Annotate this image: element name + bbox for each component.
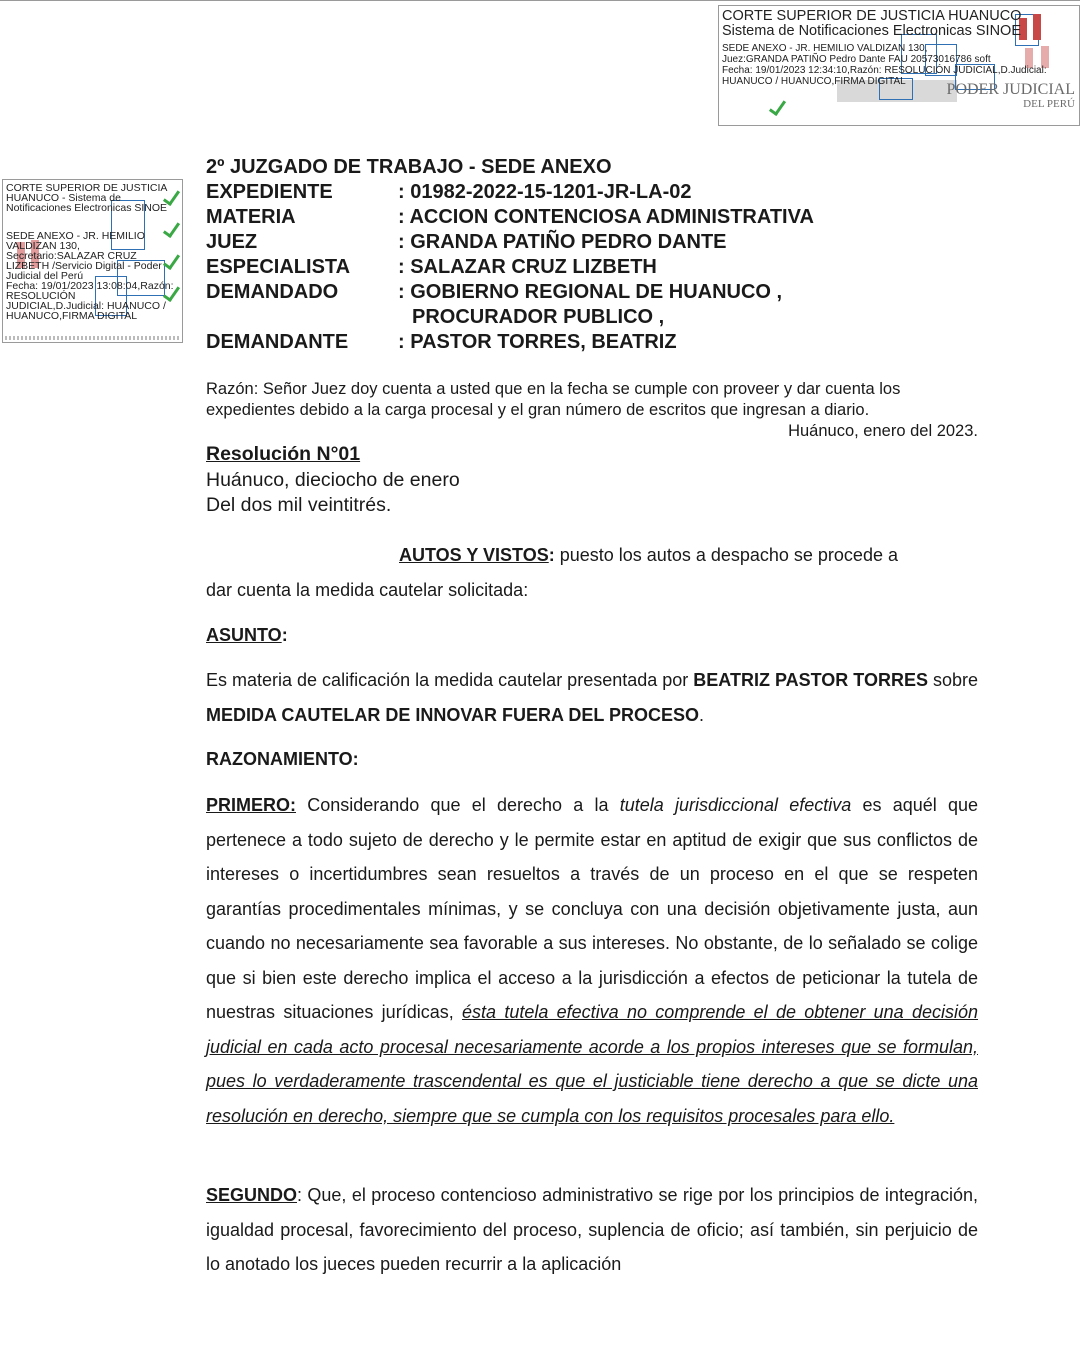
signature-check-icon [163,219,180,238]
header-value: : 01982-2022-15-1201-JR-LA-02 [398,181,692,203]
stamp-line: SEDE ANEXO - JR. HEMILIO [6,230,145,242]
logo-subtext: DEL PERÚ [1023,97,1075,110]
autos-colon: : [548,545,555,565]
logo-text: PODER JUDICIAL [946,81,1075,98]
stamp-line: Sistema de Notificaciones Electronicas SINOE [722,23,1021,39]
header-value: : GRANDA PATIÑO PEDRO DANTE [398,231,727,253]
stamp-line: Judicial del Perú [6,270,84,282]
primero-text: Considerando que el derecho a la [296,795,620,815]
header-label: DEMANDANTE [206,331,349,353]
razonamiento-heading [206,742,978,777]
primero-text: es aquél que pertenece a todo sujeto de derecho y le permite estar en aptitud de exigir que sus conflictos de intereses o incertidumbres sean resueltos a través de un proceso en el que se respeten garantías procedimentales mínimas, y se concluya con una decisión objetivamente justa, aun cuando no necesariamente sea favorable a sus intereses. No obstante, de lo señalado se colige que si bien este derecho implica el acceso a la jurisdicción a efectos de peticionar la tutela de nuestras situaciones jurídicas, [206,795,978,1022]
autos-text: puesto los autos a despacho se procede a [554,545,898,565]
header-value: : ACCION CONTENCIOSA ADMINISTRATIVA [398,206,814,228]
segundo-paragraph [206,1178,978,1282]
header-label: ESPECIALISTA [206,256,351,278]
stamp-line: HUANUCO,FIRMA DIGITAL [6,310,138,322]
header-value: : PASTOR TORRES, BEATRIZ [398,331,677,353]
segundo-text: : Que, el proceso contencioso administrativo se rige por los principios de integración, igualdad procesal, favorecimiento del proceso, suplencia de oficio; así también, sin perjuicio de lo anotado los jueces pueden recurrir a la aplicación [206,1185,978,1274]
clerk-note-date: Huánuco, enero del 2023. [788,422,978,440]
asunto-label: ASUNTO [206,625,282,645]
stamp-line: Juez:GRANDA PATIÑO Pedro Dante FAU 20573016786 soft [722,54,991,65]
digital-signature-stamp-judge [718,5,1080,126]
resolution-heading [206,442,460,519]
stamp-line: HUANUCO / HUANUCO,FIRMA DIGITAL [722,76,906,87]
segundo-label: SEGUNDO [206,1185,298,1205]
stamp-line: HUANUCO - Sistema de [6,192,121,204]
poder-judicial-logo [947,82,1075,110]
stamp-line: Fecha: 19/01/2023 13:08:04,Razón: [6,280,174,292]
asunto-colon: : [281,625,288,645]
clerk-note-text: Razón: Señor Juez doy cuenta a usted que en la fecha se cumple con proveer y dar cuenta los expedientes debido a la carga procesal y el gran número de escritos que ingresan a diario. [206,380,901,419]
clerk-note [206,379,978,442]
primero-label: PRIMERO: [206,795,296,815]
stamp-line: SEDE ANEXO - JR. HEMILIO VALDIZAN 130, [722,43,928,54]
stamp-line: LIZBETH /Servicio Digital - Poder [6,260,162,272]
header-label: JUEZ [206,231,258,253]
digital-signature-stamp-secretary [2,179,183,343]
asunto-text: Es materia de calificación la medida cautelar presentada por [206,670,694,690]
asunto-measure: MEDIDA CAUTELAR DE INNOVAR FUERA DEL PROCESO [206,704,700,725]
asunto-text: . [699,704,705,725]
header-label: DEMANDADO [206,281,339,303]
primero-paragraph [206,788,978,1133]
header-value: PROCURADOR PUBLICO , [412,306,665,328]
stamp-dotted-border [5,336,180,340]
stamp-line: JUDICIAL,D.Judicial: HUANUCO / [6,300,166,312]
signature-check-icon [769,97,786,116]
autos-text-cont: dar cuenta la medida cautelar solicitada: [206,579,529,600]
stamp-line: VALDIZAN 130, [6,240,80,252]
asunto-party: BEATRIZ PASTOR TORRES [693,670,928,690]
case-header [206,155,986,360]
stamp-line: CORTE SUPERIOR DE JUSTICIA [6,182,168,194]
razonamiento-label: RAZONAMIENTO: [206,749,359,769]
asunto-text: sobre [927,670,979,690]
stamp-line: Fecha: 19/01/2023 12:34:10,Razón: RESOLUCIÓN JUDICIAL,D.Judicial: [722,65,1047,76]
stamp-line: RESOLUCIÓN [6,290,76,302]
signature-check-icon [163,251,180,270]
page-top-border [0,0,1080,1]
autos-label: AUTOS Y VISTOS [399,545,549,565]
asunto-paragraph [206,663,978,732]
stamp-line: CORTE SUPERIOR DE JUSTICIA HUANUCO [722,8,1022,24]
header-label: EXPEDIENTE [206,181,333,203]
header-label: MATERIA [206,206,296,228]
stamp-seal-icon [1033,14,1041,40]
resolution-year: Del dos mil veintitrés. [206,494,392,516]
resolution-place-date: Huánuco, dieciocho de enero [206,468,460,491]
primero-underlined: ésta tutela efectiva no comprende el de obtener una decisión judicial en cada acto procesal necesariamente acorde a los propios intereses que se formulan, pues lo verdaderamente trascendental es que el justiciable tiene derecho a que se dicte una resolución en derecho, siempre que se cumpla con los requisitos procesales para ello. [206,1002,979,1126]
resolution-title: Resolución N°01 [206,443,361,465]
header-value: : SALAZAR CRUZ LIZBETH [398,256,657,278]
stamp-line: Notificaciones Electronicas SINOE [6,202,168,214]
asunto-heading [206,618,978,653]
primero-italic: tutela jurisdiccional efectiva [619,795,852,815]
court-name: 2º JUZGADO DE TRABAJO - SEDE ANEXO [206,156,612,178]
stamp-line: Secretario:SALAZAR CRUZ [6,250,137,262]
autos-y-vistos [206,538,978,607]
header-value: : GOBIERNO REGIONAL DE HUANUCO , [398,281,783,303]
